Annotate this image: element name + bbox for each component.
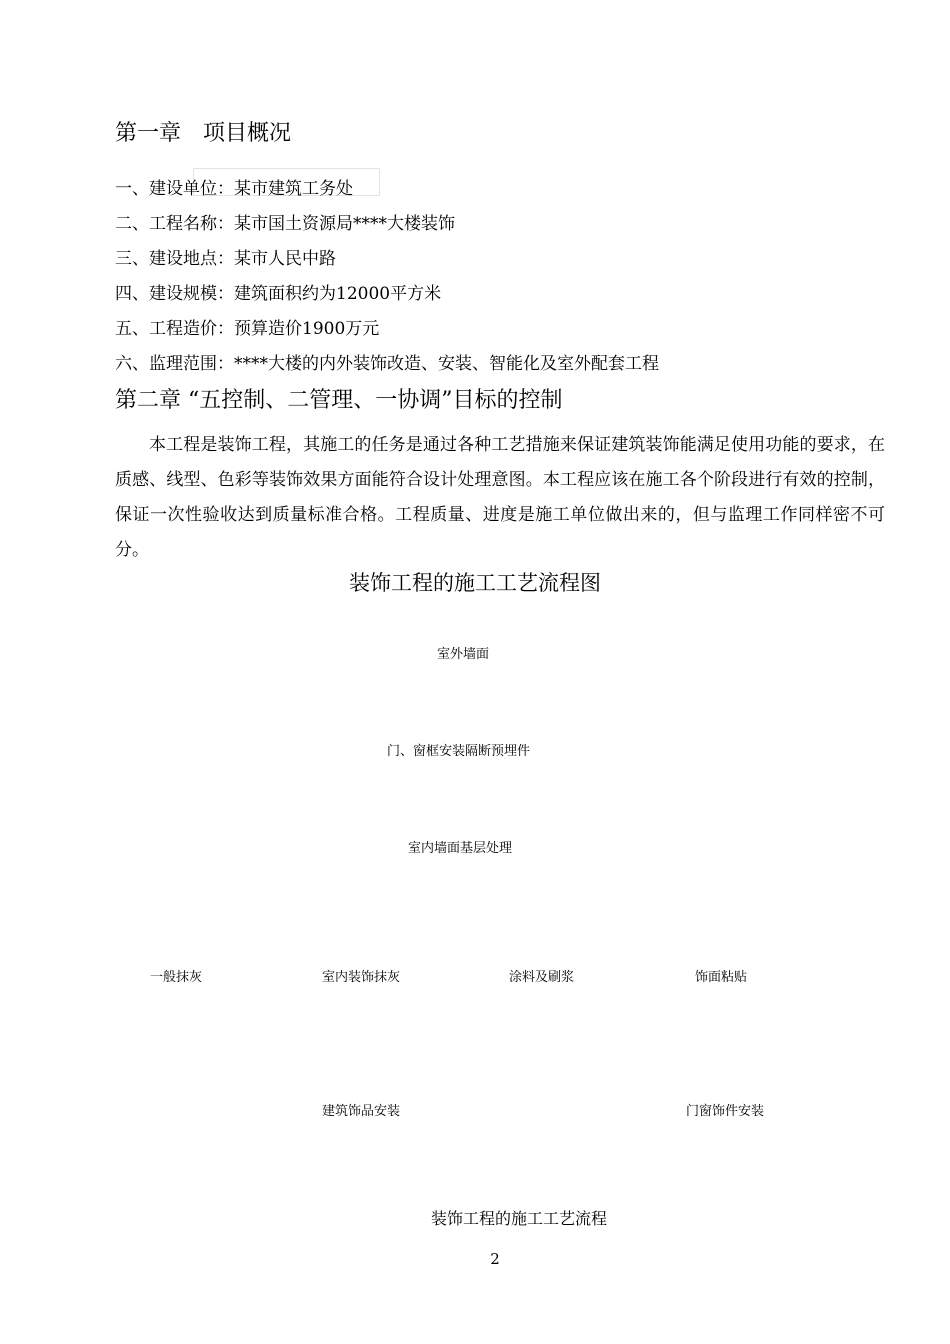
node-building-decor: 建筑饰品安装 [322, 1104, 401, 1119]
node-door-window-fittings: 门窗饰件安装 [686, 1104, 765, 1119]
item-scope: 六、监理范围：****大楼的内外装饰改造、安装、智能化及室外配套工程 [115, 354, 659, 374]
node-facing: 饰面粘贴 [695, 970, 748, 985]
page-number: 2 [490, 1250, 500, 1268]
flowchart-title: 装饰工程的施工工艺流程图 [349, 571, 601, 595]
item-construction-unit: 一、建设单位：某市建筑工务处 [115, 179, 353, 199]
node-paint: 涂料及刷浆 [509, 970, 575, 985]
chapter1-title: 第一章 项目概况 [115, 121, 292, 146]
flowchart-caption: 装饰工程的施工工艺流程 [431, 1209, 608, 1228]
node-decor-plaster: 室内装饰抹灰 [322, 970, 401, 985]
chapter2-paragraph: 本工程是装饰工程，其施工的任务是通过各种工艺措施来保证建筑装饰能满足使用功能的要求，在质感、线型、色彩等装饰效果方面能符合设计处理意图。本工程应该在施工各个阶段进行有效的控制，保证一次性验收达到质量标准合格。工程质量、进度是施工单位做出来的，但与监理工作同样密不可分。 [115, 435, 885, 560]
node-general-plaster: 一般抹灰 [150, 970, 203, 985]
node-exterior-wall: 室外墙面 [437, 647, 490, 662]
item-scale: 四、建设规模：建筑面积约为12000平方米 [115, 284, 442, 304]
node-interior-base: 室内墙面基层处理 [408, 841, 513, 856]
item-cost: 五、工程造价：预算造价1900万元 [115, 319, 380, 339]
chapter2-title: 第二章 “五控制、二管理、一协调”目标的控制 [115, 388, 563, 413]
item-project-name: 二、工程名称：某市国土资源局****大楼装饰 [115, 214, 455, 234]
item-location: 三、建设地点：某市人民中路 [115, 249, 336, 269]
node-door-window-frame: 门、窗框安装隔断预埋件 [387, 744, 531, 759]
